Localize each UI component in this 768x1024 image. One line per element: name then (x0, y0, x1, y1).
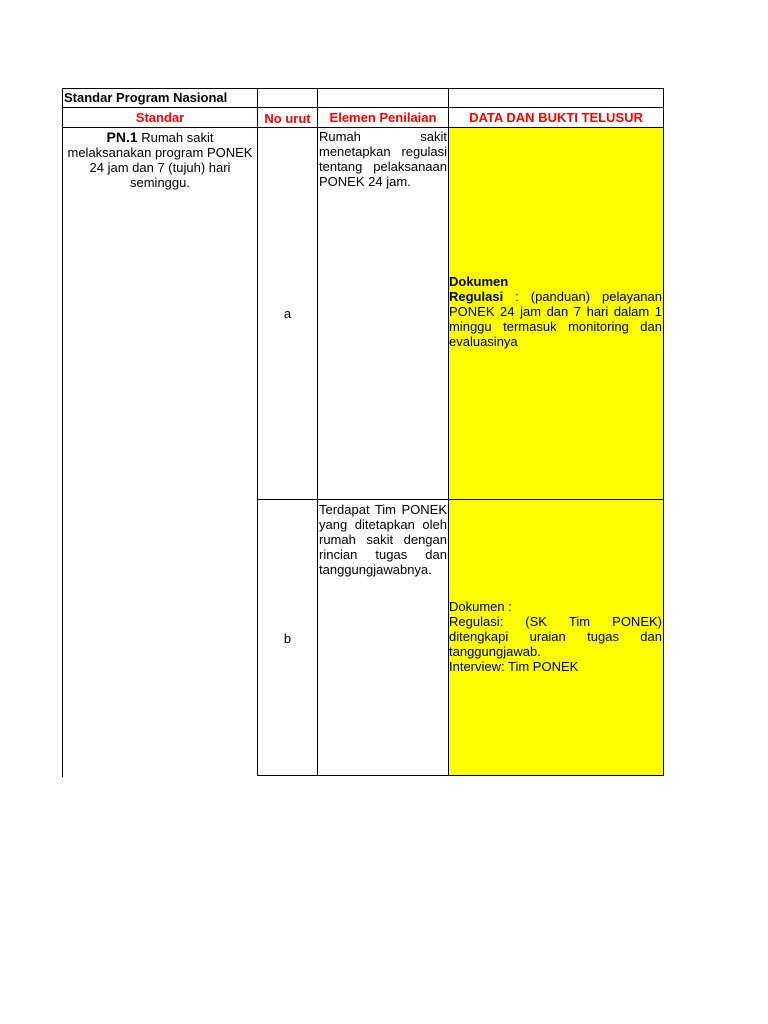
row-b-no: b (283, 631, 292, 646)
grid-line (257, 775, 664, 776)
row-a-elemen: Rumah sakit menetapkan regulasi tentang pelaksanaan PONEK 24 jam. (319, 129, 447, 189)
grid-line (663, 88, 664, 776)
standar-code: PN.1 (106, 129, 138, 145)
header-standar: Standar (135, 110, 185, 125)
row-a-data-text: : (panduan) pelayanan PONEK 24 jam dan 7 hari dalam 1 minggu termasuk monitoring dan evaluasinya (449, 289, 662, 349)
grid-line (257, 499, 664, 500)
grid-line (62, 88, 664, 89)
row-b-data (449, 599, 662, 674)
row-b-data-line3: Interview: Tim PONEK (449, 659, 579, 674)
grid-line (257, 88, 258, 776)
row-b-data-line1: Dokumen : (449, 599, 512, 614)
row-b-data-line2: Regulasi: (SK Tim PONEK) ditengkapi uraian tugas dan tanggungjawab. (449, 614, 662, 659)
row-b-elemen: Terdapat Tim PONEK yang ditetapkan oleh rumah sakit dengan rincian tugas dan tanggungjawabnya. (319, 502, 447, 577)
standar-text (66, 130, 254, 190)
grid-line (62, 127, 664, 128)
grid-line (62, 107, 664, 108)
grid-line (317, 88, 318, 776)
header-elemen-penilaian: Elemen Penilaian (329, 110, 437, 125)
row-a-no: a (283, 306, 292, 321)
header-no-urut: No urut (264, 111, 311, 126)
row-a-data-label: Regulasi (449, 289, 504, 304)
header-data-bukti: DATA DAN BUKTI TELUSUR (469, 110, 643, 125)
grid-line (62, 88, 63, 777)
row-a-data (449, 274, 662, 349)
standar-description: Rumah sakit melaksanakan program PONEK 24 jam dan 7 (tujuh) hari seminggu. (67, 130, 253, 190)
table-title: Standar Program Nasional (64, 90, 228, 105)
row-a-data-heading: Dokumen (449, 274, 509, 289)
